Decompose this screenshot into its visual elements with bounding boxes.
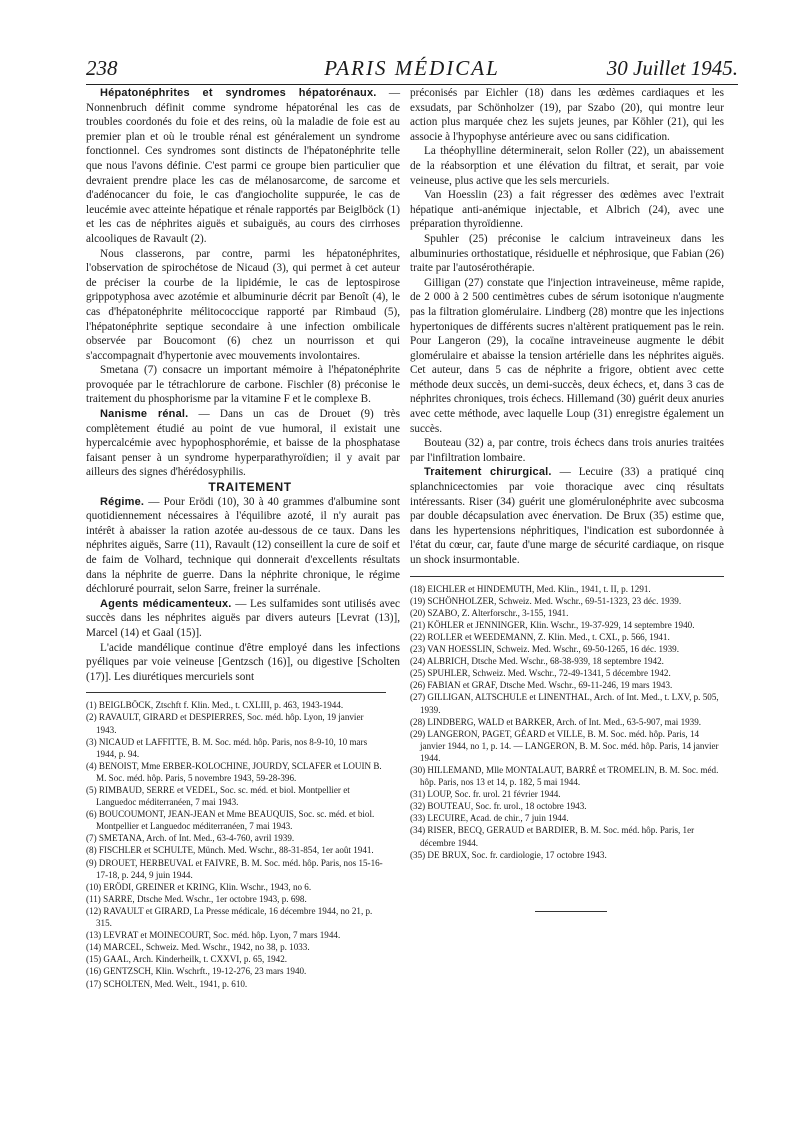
footnote: (24) ALBRICH, Dtsche Med. Wschr., 68-38-939, 18 septembre 1942. bbox=[410, 656, 664, 667]
paragraph-mandelique: L'acide mandélique continue d'être employé dans les infections pyéliques par voie veineuse [Gentzsch (16)], ou digestive [Scholten (17)]. Les diurétiques mercuriels sont bbox=[86, 641, 400, 683]
paragraph-text: — Nonnenbruch définit comme syndrome hépatorénal les cas de troubles coordonés du foie et des reins, où la maladie de foie est au premier plan et où le trouble rénal est généralement un syndrome fonctionnel. Ces syndromes sont distincts de l'hépatonéphrite telle que nous l'avons définie. C'est parmi ce groupe bien particulier que devraient prendre place les cas de mélanosarcome, de sarcome et d'adénocancer du foie, le cas d'angiocholite suppurée, le cas de leucémie avec atteinte hépatique et rénale rapportés par Beiglböck (1) et les cas de néphrites aiguës et subaiguës, au cours des cirrhoses alcooliques de Ravault (2). bbox=[86, 87, 400, 245]
section-title: TRAITEMENT bbox=[208, 480, 292, 495]
footnote: (13) LEVRAT et MOINECOURT, Soc. méd. hôp. Lyon, 7 mars 1944. bbox=[86, 930, 341, 941]
page-header bbox=[86, 56, 738, 82]
end-rule bbox=[535, 911, 607, 912]
footnote: (10) ERÖDI, GREINER et KRING, Klin. Wschr., 1943, no 6. bbox=[86, 881, 312, 892]
footnote: (9) DROUET, HERBEUVAL et FAIVRE, B. M. Soc. méd. hôp. Paris, nos 15-16-17-18, p. 244, 9 juin 1944. bbox=[86, 857, 383, 880]
footnote: (1) BEIGLBÖCK, Ztschft f. Klin. Med., t. CXLIII, p. 463, 1943-1944. bbox=[86, 700, 344, 711]
footnote: (5) RIMBAUD, SERRE et VEDEL, Soc. sc. méd. et biol. Montpellier et Languedoc méditerranéen, 7 mai 1943. bbox=[86, 785, 350, 808]
footnote: (27) GILLIGAN, ALTSCHULE et LINENTHAL, Arch. of Int. Med., t. LXV, p. 505, 1939. bbox=[410, 692, 719, 715]
footnote: (18) EICHLER et HINDEMUTH, Med. Klin., 1941, t. II, p. 1291. bbox=[410, 583, 651, 594]
run-in-heading: Nanisme rénal. bbox=[100, 408, 189, 421]
footnote: (25) SPUHLER, Schweiz. Med. Wschr., 72-49-1341, 5 décembre 1942. bbox=[410, 668, 671, 679]
page-number: 238 bbox=[86, 56, 118, 80]
footnote: (2) RAVAULT, GIRARD et DESPIERRES, Soc. méd. hôp. Lyon, 19 janvier 1943. bbox=[86, 712, 364, 735]
footnote: (31) LOUP, Soc. fr. urol. 21 février 1944. bbox=[410, 789, 561, 800]
footnote: (33) LECUIRE, Acad. de chir., 7 juin 1944. bbox=[410, 813, 569, 824]
footnote: (35) DE BRUX, Soc. fr. cardiologie, 17 octobre 1943. bbox=[410, 849, 607, 860]
footnote: (14) MARCEL, Schweiz. Med. Wschr., 1942, no 38, p. 1033. bbox=[86, 942, 310, 953]
footnote: (30) HILLEMAND, Mlle MONTALAUT, BARRÉ et TROMELIN, B. M. Soc. méd. hôp. Paris, nos 13 et 14, p. 182, 5 mai 1944. bbox=[410, 765, 719, 788]
footnotes-right bbox=[410, 576, 724, 861]
paragraph-nanisme bbox=[86, 407, 400, 480]
footnote: (22) ROLLER et WEEDEMANN, Z. Klin. Med., t. CXL, p. 566, 1941. bbox=[410, 631, 670, 642]
footnote: (19) SCHÖNHOLZER, Schweiz. Med. Wschr., 69-51-1323, 23 déc. 1939. bbox=[410, 595, 682, 606]
paragraph-agents bbox=[86, 597, 400, 641]
footnotes-left bbox=[86, 692, 386, 989]
paragraph-spuhler: Spuhler (25) préconise le calcium intraveineux dans les albuminuries orthostatique, résiduelle et néphrosique, que Fabian (26) traite par l'autosérothérapie. bbox=[410, 232, 724, 275]
footnote: (7) SMETANA, Arch. of Int. Med., 63-4-760, avril 1939. bbox=[86, 833, 295, 844]
footnote: (12) RAVAULT et GIRARD, La Presse médicale, 16 décembre 1944, no 21, p. 315. bbox=[86, 905, 373, 929]
right-column bbox=[410, 86, 724, 861]
paragraph-smetana: Smetana (7) consacre un important mémoire à l'hépatonéphrite provoquée par le tétrachlorure de carbone. Fischler (8) préconise le traitement du phosphorisme par la vitamine F et le complexe B. bbox=[86, 364, 400, 406]
footnote: (29) LANGERON, PAGET, GÉARD et VILLE, B. M. Soc. méd. hôp. Paris, 14 janvier 1944, no 1, p. 14. — LANGERON, B. M. Soc. méd. hôp. Paris, 14 janvier 1944. bbox=[410, 728, 719, 763]
run-in-heading: Agents médicamenteux. bbox=[100, 597, 232, 610]
footnote: (23) VAN HOESSLIN, Schweiz. Med. Wschr., 69-50-1265, 16 déc. 1939. bbox=[410, 644, 679, 655]
paragraph-classification: Nous classerons, par contre, parmi les hépatonéphrites, l'observation de spirochétose de Nicaud (3), qui permet à cet auteur de préciser la courbe de la lipidémie, le cas de leptospirose grippotyphosa avec azotémie et albuminurie décrit par Benoît (4), le cas d'hépatonéphrite mélitococcique rapporté par Rimbaud (5), l'hépatonéphrite septique secondaire à une infection ombilicale observée par Boucomont (6) chez un nourrisson et qui s'accompagnait d'hypertonie avec mouvements involontaires. bbox=[86, 247, 400, 362]
footnote: (3) NICAUD et LAFFITTE, B. M. Soc. méd. hôp. Paris, nos 8-9-10, 10 mars 1944, p. 94. bbox=[86, 736, 368, 759]
paragraph-chirurgical bbox=[410, 465, 724, 567]
paragraph-regime bbox=[86, 495, 400, 597]
run-in-heading: Hépatonéphrites et syndromes hépatorénaux. bbox=[100, 87, 377, 99]
paragraph-gilligan: Gilligan (27) constate que l'injection intraveineuse, même rapide, de 2 000 à 2 500 centimètres cubes de sérum isotonique n'augmente pas la filtration glomérulaire. Lindberg (28) montre que les injections hypertoniques de différents sucres n'altèrent pratiquement pas le rein. Pour Langeron (29), la cocaïne intraveineuse augmente le débit glomérulaire et abaisse la tension artérielle dans les néphrites aiguës. Cet auteur, dans 5 cas de néphrite a frigore, obtient avec cette méthode deux succès, un demi-succès, deux échecs, et, dans 3 cas de néphrites chroniques, trois échecs. Hillemand (30) guérit deux anuries avec cette méthode, avec laquelle Loup (31) enregistre également un succès. bbox=[410, 276, 724, 435]
footnote: (17) SCHOLTEN, Med. Welt., 1941, p. 610. bbox=[86, 978, 248, 989]
journal-title: PARIS MÉDICAL bbox=[324, 56, 500, 80]
paragraph-text: — Lecuire (33) a pratiqué cinq splanchnicectomies par voie thoracique avec cinq résultats intéressants. Riser (34) guérit une glomérulonéphrite avec subcosma par double décapsulation avec énervation. De Brux (35) estime que, dans les hypertensions néphritiques, l'indication est subordonnée à l'état du cœur, car, faute d'une marge de sécurité cardiaque, on risque un shock insurmontable. bbox=[410, 466, 724, 566]
footnote: (32) BOUTEAU, Soc. fr. urol., 18 octobre 1943. bbox=[410, 801, 587, 812]
paragraph-diuretiques: préconisés par Eichler (18) dans les œdèmes cardiaques et les exsudats, par Schönholzer (19), par Szabo (20), qui montre leur action plus marquée chez les sujets jeunes, par Köhler (21), qui les associe à l'hypophyse antérieure avec ou sans cidification. bbox=[410, 87, 724, 143]
issue-date: 30 Juillet 1945. bbox=[606, 56, 738, 80]
footnote: (4) BENOIST, Mme ERBER-KOLOCHINE, JOURDY, SCLAFER et LOUIN B. M. Soc. méd. hôp. Paris, 5 novembre 1943, 59-28-396. bbox=[86, 760, 382, 783]
footnote: (11) SARRE, Dtsche Med. Wschr., 1er octobre 1943, p. 698. bbox=[86, 893, 307, 904]
left-column bbox=[86, 86, 400, 990]
footnote: (26) FABIAN et GRAF, Dtsche Med. Wschr., 69-11-246, 19 mars 1943. bbox=[410, 680, 673, 691]
footnote: (20) SZABO, Z. Alterforschr., 3-155, 1941. bbox=[410, 607, 569, 618]
footnote: (16) GENTZSCH, Klin. Wschrft., 19-12-276, 23 mars 1940. bbox=[86, 966, 307, 977]
footnote: (15) GAAL, Arch. Kinderheilk, t. CXXVI, p. 65, 1942. bbox=[86, 954, 288, 965]
run-in-heading: Traitement chirurgical. bbox=[424, 466, 552, 479]
header-rule bbox=[86, 84, 738, 85]
footnote: (8) FISCHLER et SCHULTE, Münch. Med. Wschr., 88-31-854, 1er août 1941. bbox=[86, 845, 374, 856]
paragraph-bouteau: Bouteau (32) a, par contre, trois échecs dans trois anuries traitées par l'infiltration lombaire. bbox=[410, 437, 724, 464]
paragraph-hoesslin: Van Hoesslin (23) a fait régresser des œdèmes avec l'extrait hépatique anti-anémique injectable, et Albrich (24), avec une préparation thyroïdienne. bbox=[410, 189, 724, 231]
run-in-heading: Régime. bbox=[100, 495, 145, 508]
footnote: (21) KÖHLER et JENNINGER, Klin. Wschr., 19-37-929, 14 septembre 1940. bbox=[410, 619, 695, 630]
paragraph-text: — Dans un cas de Drouet (9) très complètement étudié au point de vue humoral, il existait une hypercalcémie avec hypophosphorémie, et baisse de la phosphatase faisant penser à un syndrome hyperparathyroïdien; il y avait par ailleurs des signes d'hérédosyphilis. bbox=[86, 408, 400, 479]
footnote: (28) LINDBERG, WALD et BARKER, Arch. of Int. Med., 63-5-907, mai 1939. bbox=[410, 716, 702, 727]
paragraph-text: — Pour Erödi (10), 30 à 40 grammes d'albumine sont quotidiennement nécessaires à l'équilibre azoté, il n'y aurait pas intérêt à abaisser la ration azotée au-dessous de ce taux. Dans les néphrites aiguës, Sarre (11), Ravault (12) conseillent la cure de soif et de faim de Volhard, technique qui donnerait d'excellents résultats dans la néphrite de guerre. Dans la néphrite chronique, le régime déchloruré pourrait, selon Sarre, freiner la surrénale. bbox=[86, 495, 400, 596]
footnote: (6) BOUCOUMONT, JEAN-JEAN et Mme BEAUQUIS, Soc. sc. méd. et biol. Montpellier et Languedoc méditerranéen, 7 mai 1943. bbox=[86, 809, 375, 832]
paragraph-theophylline: La théophylline déterminerait, selon Roller (22), un abaissement de la réabsorption et une élévation du filtrat, et serait, par voie veineuse, plus active que les sels mercuriels. bbox=[410, 145, 724, 187]
paragraph-hepatonephrites bbox=[86, 86, 400, 247]
footnote: (34) RISER, BECQ, GERAUD et BARDIER, B. M. Soc. méd. hôp. Paris, 1er décembre 1944. bbox=[410, 825, 695, 848]
paragraph-text: — Les sulfamides sont utilisés avec succès dans les néphrites aiguës par divers auteurs [Levrat (13)], Marcel (14) et Gaal (15)]. bbox=[86, 597, 400, 639]
